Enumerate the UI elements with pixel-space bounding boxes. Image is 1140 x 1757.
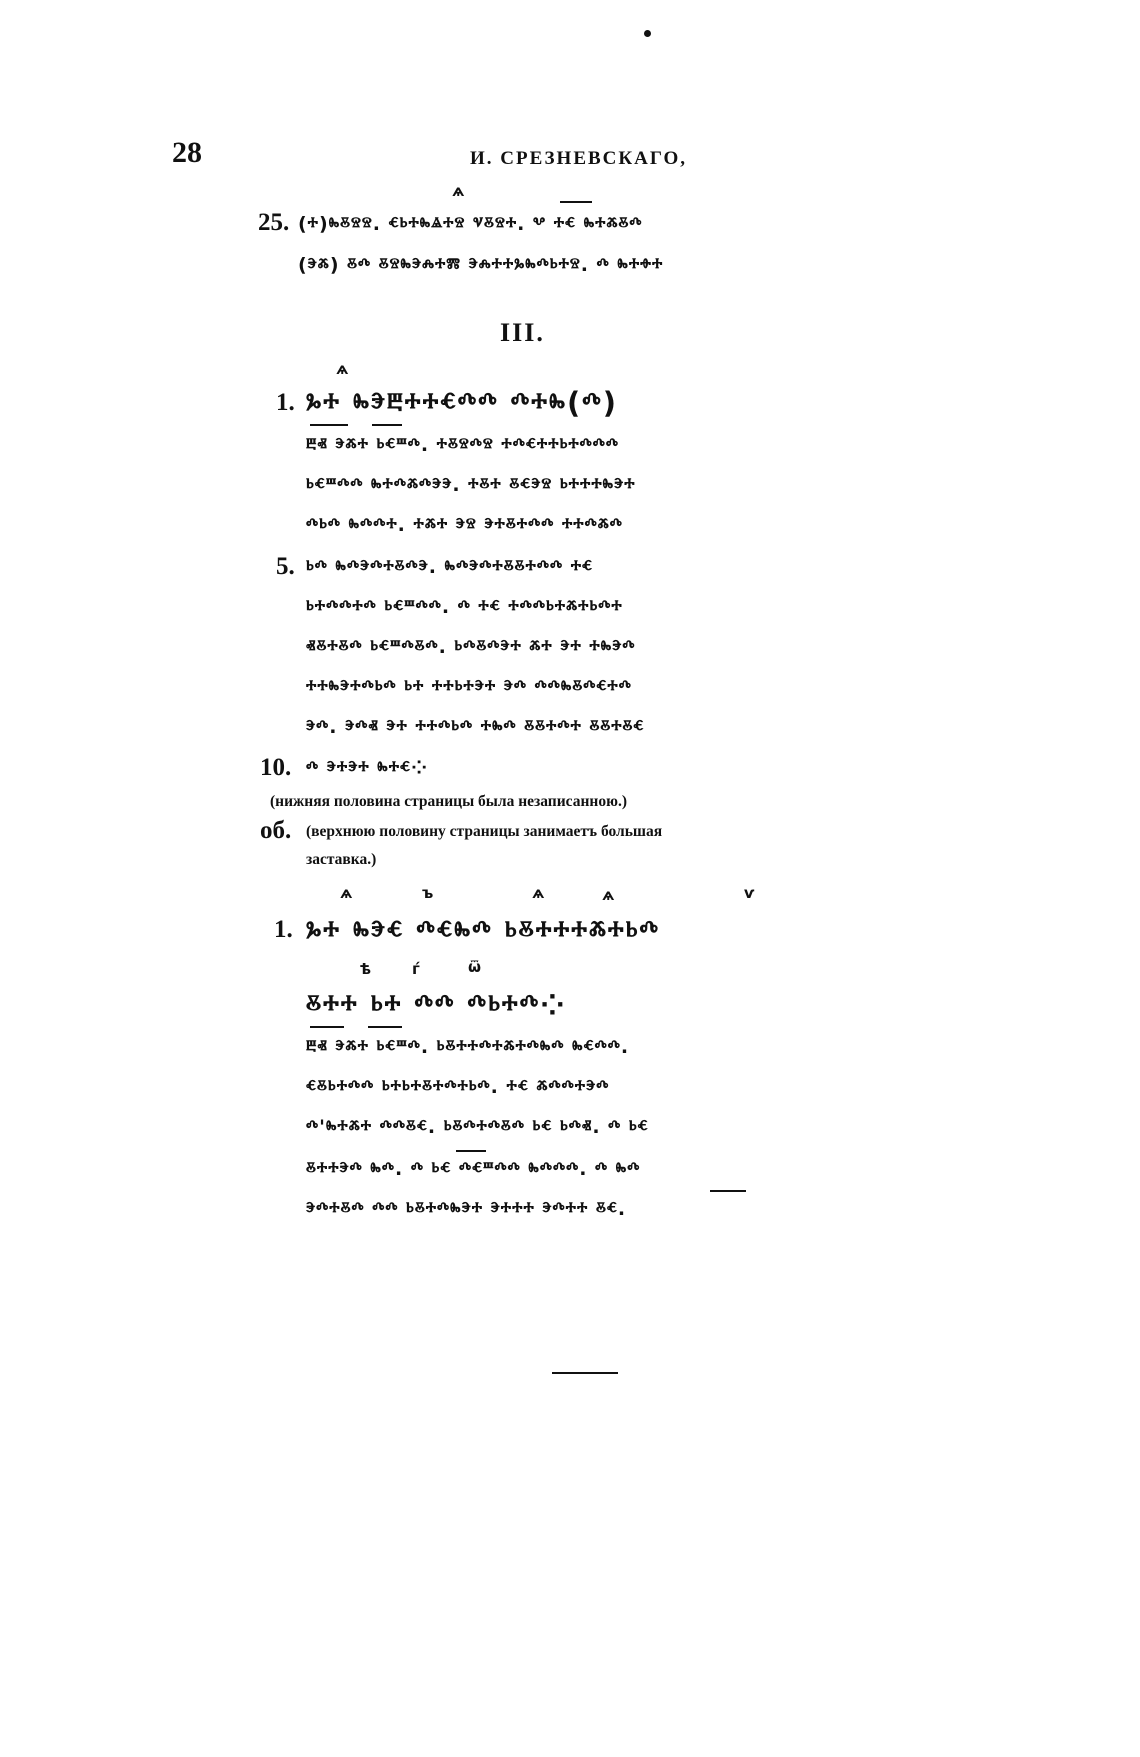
- glagolitic-line-5: ⰴⱃⰴ ⰸⰴⰴⰰ. ⰰⰶⰰ ⰵⱄ ⰵⰰⰻⰰⰴⰴ ⰰⰰⰴⰶⰴ: [306, 514, 623, 536]
- superscript-mark: ѓ: [412, 960, 420, 978]
- glagolitic-line-12: ⰱⱏ ⰵⰶⰰ ⱃⱔⱎⰴ. ⱃⰻⰰⰰⰴⰰⰶⰰⰴⰸⰴ ⰸⱔⰴⰴ.: [306, 1036, 630, 1058]
- stray-dot: [644, 30, 651, 37]
- editorial-note: (верхнюю половину страницы занимаетъ большая: [306, 823, 663, 840]
- superscript-mark: ѧ: [602, 886, 615, 904]
- titlo-mark: [560, 201, 592, 203]
- glagolitic-line-8: ⱏⰻⰰⰻⰴ ⱃⱔⱎⰴⰻⰴ. ⱃⰴⰻⰴⰵⰰ ⰶⰰ ⰵⰰ ⰰⰸⰵⰴ: [306, 636, 636, 658]
- closing-rule: [552, 1372, 618, 1374]
- editorial-note: заставка.): [306, 851, 377, 868]
- glagolitic-line-15: ⰻⰰⰰⰵⰴ ⰸⰴ. ⰴ ⱃⱔ ⰴⱔⱎⰴⰴ ⰸⰴⰴⰴ. ⰴ ⰸⰴ: [306, 1158, 641, 1180]
- titlo-mark: [710, 1190, 746, 1192]
- glagolitic-line-1: (ⰰ)ⰸⰻⱄⱄ. ⱔⱃⰰⰸⱑⰰⱄ ⱌⰻⱄⰰ. ⰲ ⰰⱔ ⰸⰰⰶⰻⰴ: [298, 213, 643, 235]
- superscript-mark: ѧ: [340, 884, 353, 902]
- glagolitic-line-7: ⱃⰰⰴⰴⰰⰴ ⱃⱔⱎⰴⰴ. ⰴ ⰰⱔ ⰰⰴⰴⱃⰰⰶⰰⱃⰴⰰ: [306, 596, 623, 618]
- line-number-5: 5.: [276, 553, 295, 580]
- editorial-note: (нижняя половина страницы была незаписанною.): [270, 793, 627, 810]
- glagolitic-line-13: ⱔⰻⱃⰰⰴⰴ ⱃⰰⱃⰰⰻⰰⰴⰰⱃⰴ. ⰰⱔ ⰶⰴⰴⰰⰵⰴ: [306, 1076, 610, 1098]
- glagolitic-heading-3: ⰻⰰⰰ ⱃⰰ ⰴⰴ ⰴⱃⰰⰴ⁘: [306, 988, 567, 1022]
- superscript-mark: ѧ: [452, 182, 465, 200]
- glagolitic-line-9: ⰰⰰⰸⰵⰰⰴⱃⰴ ⱃⰰ ⰰⰰⱃⰰⰵⰰ ⰵⰴ ⰴⰴⰸⰻⰴⱔⰰⰴ: [306, 676, 632, 698]
- superscript-mark: ѧ: [336, 360, 349, 378]
- glagolitic-line-11: ⰴ ⰵⰰⰵⰰ ⰸⰰⱔ⁘: [306, 757, 429, 779]
- titlo-mark: [456, 1150, 486, 1152]
- superscript-mark: ѧ: [532, 884, 545, 902]
- glagolitic-heading-1: ⰳⰰ ⰸⰵⰱⰰⰰⱔⰴⰴ ⰴⰰⰸ(ⰴ): [306, 386, 619, 420]
- glagolitic-line-16: ⰵⰴⰰⰻⰴ ⰴⰴ ⱃⰻⰰⰴⰸⰵⰰ ⰵⰰⰰⰰ ⰵⰴⰰⰰ ⰻⱔ.: [306, 1198, 627, 1220]
- titlo-mark: [310, 424, 348, 426]
- line-number-10: 10.: [260, 754, 292, 781]
- running-title: И. СРЕЗНЕВСКАГО,: [470, 148, 688, 169]
- page-number: 28: [172, 136, 202, 169]
- glagolitic-line-3: ⰱⱏ ⰵⰶⰰ ⱃⱔⱎⰴ. ⰰⰻⱄⰴⱄ ⰰⰴⱔⰰⰰⱃⰰⰴⰴⰴ: [306, 434, 620, 456]
- superscript-mark: ъ: [422, 884, 434, 902]
- glagolitic-line-14: ⰴ'ⰸⰰⰶⰰ ⰴⰴⰻⱔ. ⱃⰻⰴⰰⰴⰻⰴ ⱃⱔ ⱃⰴⱏ. ⰴ ⱃⱔ: [306, 1116, 649, 1138]
- superscript-mark: ѣ: [360, 960, 372, 978]
- titlo-mark: [310, 1026, 344, 1028]
- titlo-mark: [372, 424, 402, 426]
- glagolitic-heading-2: ⰳⰰ ⰸⰵⱔ ⰴⱔⰸⰴ ⱃⰻⰰⰰⰰⰶⰰⱃⰴ: [306, 914, 661, 948]
- glagolitic-line-2: (ⰵⰶ) ⰻⰴ ⰻⱄⰸⰵⰾⰰⰿ ⰵⰾⰰⰰⰳⰸⰴⱃⰰⱄ. ⰴ ⰸⰰⱚⰰ: [298, 254, 664, 276]
- superscript-mark: ѵ: [744, 884, 755, 902]
- line-number-1: 1.: [276, 389, 295, 416]
- line-number-verso: об.: [260, 817, 292, 844]
- glagolitic-line-10: ⰵⰴ. ⰵⰴⱏ ⰵⰰ ⰰⰰⰴⱃⰴ ⰰⰸⰴ ⰻⰻⰰⰴⰰ ⰻⰻⰰⰻⱔ: [306, 716, 645, 738]
- line-number-25: 25.: [258, 209, 290, 236]
- line-number-1: 1.: [274, 916, 293, 943]
- glagolitic-line-4: ⱃⱔⱎⰴⰴ ⰸⰰⰴⰶⰴⰵⰵ. ⰰⰻⰰ ⰻⱔⰵⱄ ⱃⰰⰰⰰⰸⰵⰰ: [306, 474, 636, 496]
- section-heading: III.: [500, 318, 545, 347]
- glagolitic-line-6: ⱃⰴ ⰸⰴⰵⰴⰰⰻⰴⰵ. ⰸⰴⰵⰴⰰⰻⰻⰰⰴⰴ ⰰⱔ: [306, 556, 594, 578]
- superscript-mark: ѿ: [468, 958, 482, 976]
- titlo-mark: [368, 1026, 402, 1028]
